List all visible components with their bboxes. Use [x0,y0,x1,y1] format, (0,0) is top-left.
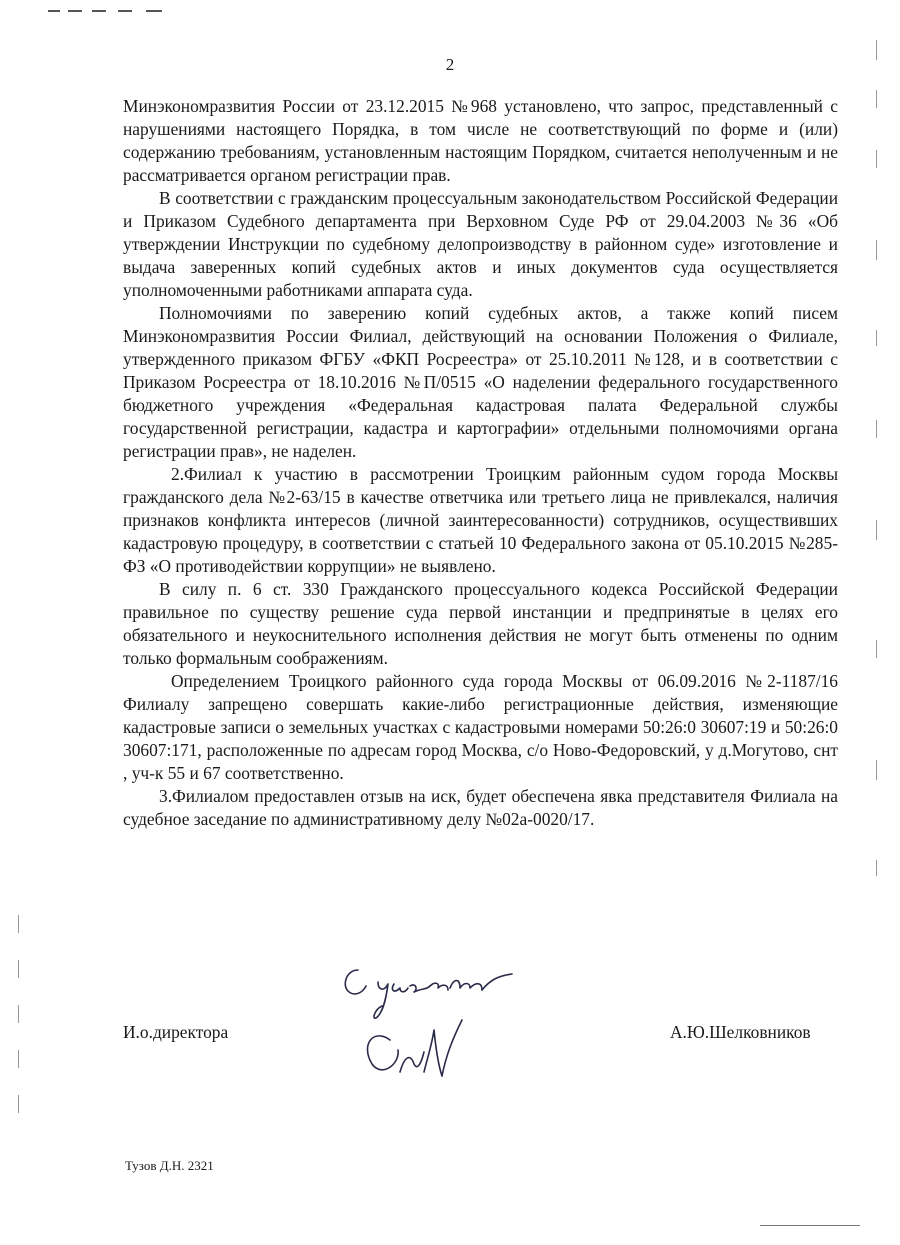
scan-artifact [18,960,19,978]
paragraph: В силу п. 6 ст. 330 Гражданского процессуального кодекса Российской Федерации правильное по существу решение суда первой инстанции и предпринятые в целях его обязательного и неукоснительного исполнения действия не могут быть отменены по одним только формальным соображениям. [123,579,838,668]
scan-artifact [876,640,877,658]
scan-artifact [18,1095,19,1113]
page-number: 2 [445,55,455,74]
scan-artifact [68,10,82,12]
paragraph: Определением Троицкого районного суда города Москвы от 06.09.2016 №2-1187/16 Филиалу запрещено совершать какие-либо регистрационные действия, изменяющие кадастровые записи о земельных участках с кадастровыми номерами 50:26:0 30607:19 и 50:26:0 30607:171, расположенные по адресам город Москва, с/о Ново-Федоровский, у д.Могутово, снт , уч-к 55 и 67 соответственно. [123,671,838,783]
scan-artifact [92,10,106,12]
scan-artifact [18,915,19,933]
scan-artifact [876,330,877,346]
paragraph: Минэкономразвития России от 23.12.2015 №968 установлено, что запрос, представленный с нарушениями настоящего Порядка, в том числе не соответствующий по форме и (или) содержанию требованиям, установленным настоящим Порядком, считается неполученным и не рассматривается органом регистрации прав. [123,96,838,185]
paragraph: Полномочиями по заверению копий судебных актов, а также копий писем Минэкономразвития России Филиал, действующий на основании Положения о Филиале, утвержденного приказом ФГБУ «ФКП Росреестра» от 25.10.2011 №128, и в соответствии с Приказом Росреестра от 18.10.2016 №П/0515 «О наделении федерального государственного бюджетного учреждения «Федеральная кадастровая палата Федеральной службы государственной регистрации, кадастра и картографии» отдельными полномочиями органа регистрации прав», не наделен. [123,303,838,461]
scan-artifact [876,40,877,60]
signatory-position: И.о.директора [123,1022,229,1042]
handwritten-signature [330,960,550,1095]
scan-artifact [876,90,877,108]
scan-artifact [876,520,877,540]
paragraph: 3.Филиалом предоставлен отзыв на иск, будет обеспечена явка представителя Филиала на судебное заседание по административному делу №02а-0020/17. [123,786,838,829]
executor-note: Тузов Д.Н. 2321 [125,1158,214,1173]
scan-artifact [146,10,162,12]
scan-artifact [876,860,877,876]
signatory-name: А.Ю.Шелковников [670,1022,811,1042]
paragraph: В соответствии с гражданским процессуальным законодательством Российской Федерации и Приказом Судебного департамента при Верховном Суде РФ от 29.04.2003 №36 «Об утверждении Инструкции по судебному делопроизводству в районном суде» изготовление и выдача заверенных копий судебных актов и иных документов суда осуществляется уполномоченными работниками аппарата суда. [123,188,838,300]
scan-artifact [18,1050,19,1068]
scan-artifact [18,1005,19,1023]
scan-artifact [48,10,60,12]
scan-artifact [118,10,132,12]
scan-artifact [876,420,877,438]
paragraph: 2.Филиал к участию в рассмотрении Троицким районным судом города Москвы гражданского дела №2-63/15 в качестве ответчика или третьего лица не привлекался, наличия признаков конфликта интересов (личной заинтересованности) сотрудников, осуществивших кадастровую процедуру, в соответствии с статьей 10 Федерального закона от 05.10.2015 №285-ФЗ «О противодействии коррупции» не выявлено. [123,464,838,576]
letter-body [123,95,838,831]
scan-artifact [760,1225,860,1226]
scan-artifact [876,240,877,260]
scan-artifact [876,150,877,168]
scan-artifact [876,760,877,780]
